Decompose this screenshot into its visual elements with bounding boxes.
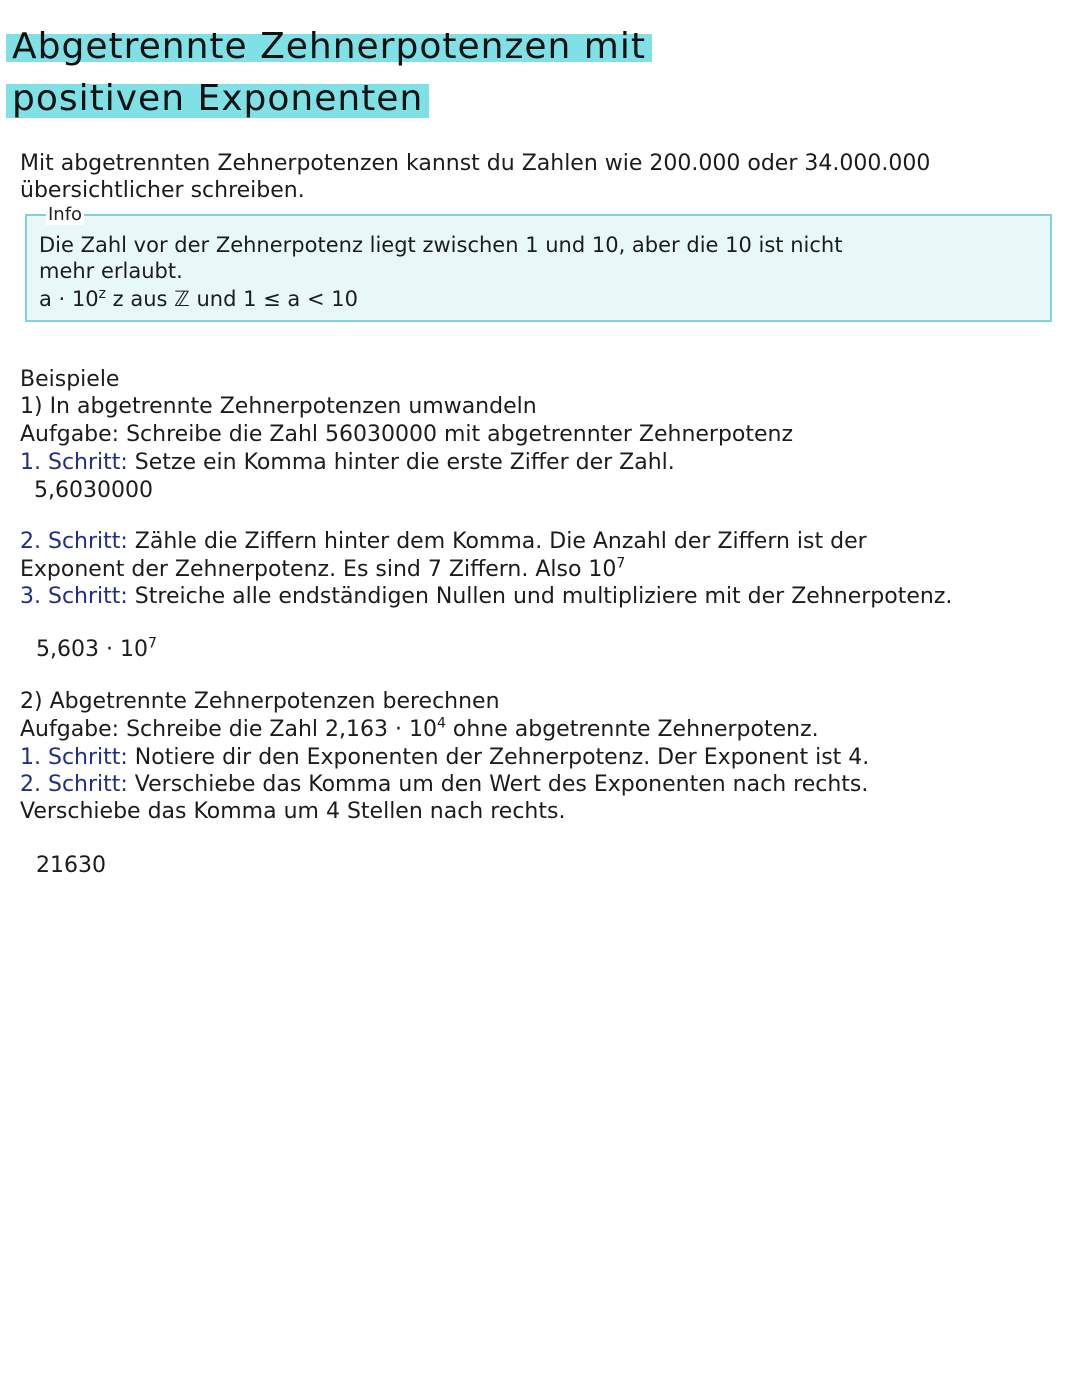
info-formula-condition: z aus ℤ und 1 ≤ a < 10 — [105, 287, 358, 311]
title-line-2: positiven Exponenten — [6, 74, 429, 124]
example-1-heading: 1) In abgetrennte Zehnerpotenzen umwandeln — [20, 394, 537, 419]
task-rest: ohne abgetrennte Zehnerpotenz. — [445, 717, 819, 742]
step-text: Zähle die Ziffern hinter dem Komma. Die Anzahl der Ziffern ist der — [127, 529, 867, 554]
example-1-step-2-cont — [20, 556, 625, 583]
info-line-1: Die Zahl vor der Zehnerpotenz liegt zwischen 1 und 10, aber die 10 ist nicht — [39, 233, 843, 257]
title-line-1: Abgetrennte Zehnerpotenzen mit — [6, 26, 652, 67]
example-2-result: 21630 — [36, 853, 106, 878]
info-formula — [39, 286, 358, 313]
info-label: Info — [48, 204, 83, 225]
task-base: Aufgabe: Schreibe die Zahl 2,163 · 10 — [20, 717, 437, 742]
step-label: 1. Schritt: — [20, 450, 128, 475]
info-formula-base: a · 10 — [39, 287, 99, 311]
step-text: Exponent der Zehnerpotenz. Es sind 7 Ziffern. Also 10 — [20, 557, 617, 582]
step-label: 2. Schritt: — [20, 529, 128, 554]
intro-line-2: übersichtlicher schreiben. — [20, 178, 305, 203]
step-exponent: 7 — [616, 555, 626, 572]
example-2-step-1 — [20, 744, 869, 771]
info-formula-exponent: z — [98, 286, 106, 302]
example-2-heading: 2) Abgetrennte Zehnerpotenzen berechnen — [20, 689, 500, 714]
result-base: 5,603 · 10 — [36, 637, 148, 662]
task-exponent: 4 — [436, 715, 446, 732]
step-text: Setze ein Komma hinter die erste Ziffer der Zahl. — [127, 450, 675, 475]
step-label: 1. Schritt: — [20, 745, 128, 770]
example-1-result — [36, 636, 157, 663]
example-1-step-2 — [20, 528, 867, 555]
info-line-2: mehr erlaubt. — [39, 259, 183, 283]
result-exponent: 7 — [147, 635, 157, 652]
example-2-task — [20, 716, 819, 743]
step-text: Notiere dir den Exponenten der Zehnerpotenz. Der Exponent ist 4. — [127, 745, 870, 770]
example-1-step-1 — [20, 449, 675, 476]
example-1-task: Aufgabe: Schreibe die Zahl 56030000 mit abgetrennter Zehnerpotenz — [20, 422, 794, 447]
step-label: 2. Schritt: — [20, 772, 128, 797]
example-1-step-3 — [20, 583, 952, 610]
example-1-value: 5,6030000 — [34, 478, 153, 503]
step-text: Streiche alle endständigen Nullen und multipliziere mit der Zehnerpotenz. — [127, 584, 953, 609]
page-title — [6, 22, 652, 124]
info-box — [25, 214, 1052, 322]
examples-heading: Beispiele — [20, 367, 120, 392]
step-text: Verschiebe das Komma um den Wert des Exponenten nach rechts. — [127, 772, 869, 797]
intro-line-1: Mit abgetrennten Zehnerpotenzen kannst du Zahlen wie 200.000 oder 34.000.000 — [20, 151, 931, 176]
example-2-step-2 — [20, 771, 868, 798]
example-2-step-2-cont: Verschiebe das Komma um 4 Stellen nach rechts. — [20, 799, 566, 824]
step-label: 3. Schritt: — [20, 584, 128, 609]
